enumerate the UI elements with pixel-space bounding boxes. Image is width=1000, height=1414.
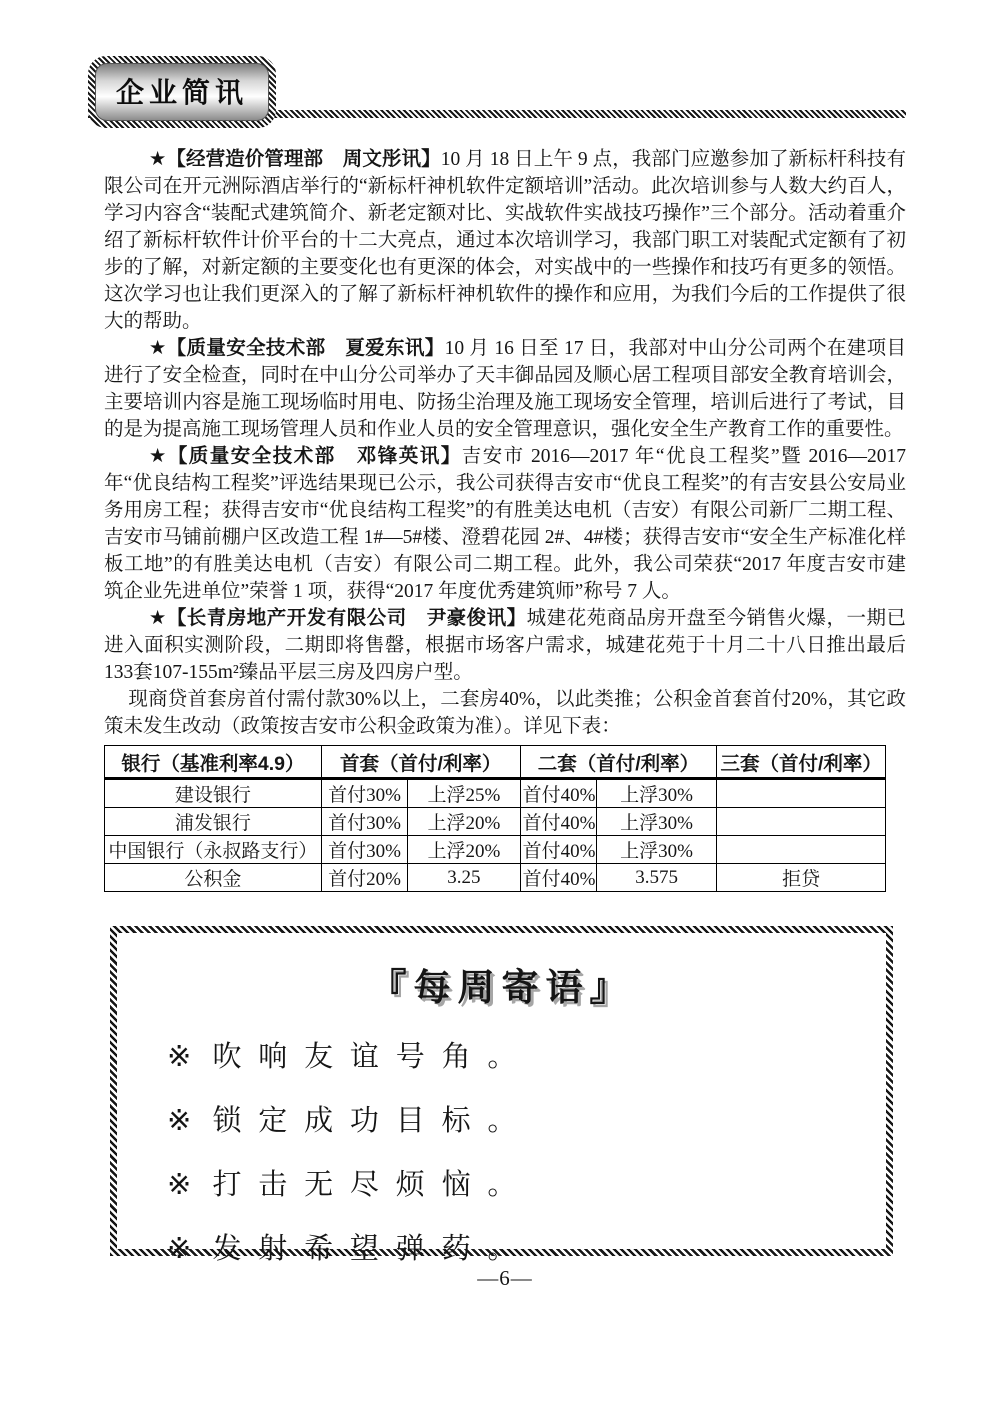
section-badge-frame [88,56,276,128]
cell-first-rate: 上浮25% [408,779,520,808]
section-badge: 企业简讯 [95,63,269,121]
cell-second-rate: 上浮30% [596,779,716,808]
cell-bank: 建设银行 [105,779,322,808]
cell-first-rate: 3.25 [408,864,520,892]
cell-first-rate: 上浮20% [408,808,520,836]
cell-first-down: 首付20% [321,864,407,892]
cell-second-rate: 3.575 [596,864,716,892]
weekly-message-line [167,1162,886,1203]
reference-mark-icon: ※ [167,1169,209,1201]
cell-second-rate: 上浮30% [596,808,716,836]
article-body: 城建花苑商品房开盘至今销售火爆，一期已进入面积实测阶段，二期即将售罄，根据市场客户需求，城建花苑于十月二十八日推出最后133套107-155m²臻品平层三房及四房户型。 [104,608,906,683]
cell-second-down: 首付40% [520,808,596,836]
article-body: 10 月 16 日至 17 日，我部对中山分公司两个在建项目进行了安全检查，同时在中山分公司举办了天丰御品园及顺心居工程项目部安全教育培训会，主要培训内容是施工现场临时用电、防扬尘治理及施工现场安全管理，培训后进行了考试，目的是为提高施工现场管理人员和作业人员的安全管理意识，强化安全生产教育工作的重要性。 [104,338,906,440]
table-row [105,779,886,808]
cell-first-down: 首付30% [321,808,407,836]
cell-bank: 公积金 [105,864,322,892]
mortgage-rate-table [104,745,886,892]
cell-bank: 浦发银行 [105,808,322,836]
page-header [0,0,1000,136]
cell-third [717,808,886,836]
cell-third [717,779,886,808]
article-heading: ★【质量安全技术部 夏爱东讯】 [148,337,445,359]
cell-second-rate: 上浮30% [596,836,716,864]
cell-bank: 中国银行（永叔路支行） [105,836,322,864]
cell-second-down: 首付40% [520,836,596,864]
cell-first-rate: 上浮20% [408,836,520,864]
table-header-row [105,746,886,779]
cell-second-down: 首付40% [520,864,596,892]
weekly-line-text: 锁定成功目标。 [212,1105,534,1137]
cell-first-down: 首付30% [321,836,407,864]
page-content [104,146,906,1291]
table-row [105,836,886,864]
reference-mark-icon: ※ [167,1041,209,1073]
weekly-message-line [167,1226,886,1267]
col-header-bank: 银行（基准利率4.9） [105,746,322,779]
weekly-line-text: 发射希望弹药。 [212,1233,534,1265]
weekly-line-text: 打击无尽烦恼。 [212,1169,534,1201]
col-header-second-home: 二套（首付/利率） [520,746,717,779]
cell-second-down: 首付40% [520,779,596,808]
cell-third [717,836,886,864]
weekly-message-line [167,1034,886,1075]
table-row [105,864,886,892]
weekly-message-line [167,1098,886,1139]
mortgage-note: 现商贷首套房首付需付款30%以上，二套房40%，以此类推；公积金首套首付20%，其它政策未发生改动（政策按吉安市公积金政策为准）。详见下表： [104,689,906,737]
article-paragraph [104,146,906,335]
col-header-third-home: 三套（首付/利率） [717,746,886,779]
col-header-first-home: 首套（首付/利率） [321,746,520,779]
page-number: —6— [477,1266,533,1290]
cell-first-down: 首付30% [321,779,407,808]
weekly-line-text: 吹响友谊号角。 [212,1041,534,1073]
weekly-message-title: 『每周寄语』 [369,968,634,1009]
table-row [105,808,886,836]
cell-third: 拒贷 [717,864,886,892]
article-body: 吉安市 2016—2017 年“优良工程奖”暨 2016—2017 年“优良结构工程奖”评选结果现已公示，我公司获得吉安市“优良工程奖”的有吉安县公安局业务用房工程；获得吉安市“优良结构工程奖”的有胜美达电机（吉安）有限公司新厂二期工程、吉安市马铺前棚户区改造工程 1#—5#楼、澄碧花园 2#、4#楼；获得吉安市“安全生产标准化样板工地”的有胜美达电机（吉安）有限公司二期工程。此外，我公司荣获“2017 年度吉安市建筑企业先进单位”荣誉 1 项，获得“2017 年度优秀建筑师”称号 7 人。 [104,446,907,602]
article-paragraph [104,605,906,686]
article-heading: ★【质量安全技术部 邓锋英讯】 [148,445,462,467]
weekly-message-box [117,933,886,1265]
article-paragraph [104,335,906,443]
article-heading: ★【长青房地产开发有限公司 尹豪俊讯】 [148,607,527,629]
reference-mark-icon: ※ [167,1233,209,1265]
article-paragraph [104,443,906,605]
reference-mark-icon: ※ [167,1105,209,1137]
article-body: 10 月 18 日上午 9 点，我部门应邀参加了新标杆科技有限公司在开元洲际酒店举行的“新标杆神机软件定额培训”活动。此次培训参与人数大约百人，学习内容含“装配式建筑简介、新老定额对比、实战软件实战技巧操作”三个部分。活动着重介绍了新标杆软件计价平台的十二大亮点，通过本次培训学习，我部门职工对装配式定额有了初步的了解，对新定额的主要变化也有更深的体会，对实战中的一些操作和技巧有更多的领悟。这次学习也让我们更深入的了解了新标杆神机软件的操作和应用，为我们今后的工作提供了很大的帮助。 [104,149,906,332]
article-heading: ★【经营造价管理部 周文彤讯】 [148,148,441,170]
weekly-message-box-frame [110,926,893,1265]
